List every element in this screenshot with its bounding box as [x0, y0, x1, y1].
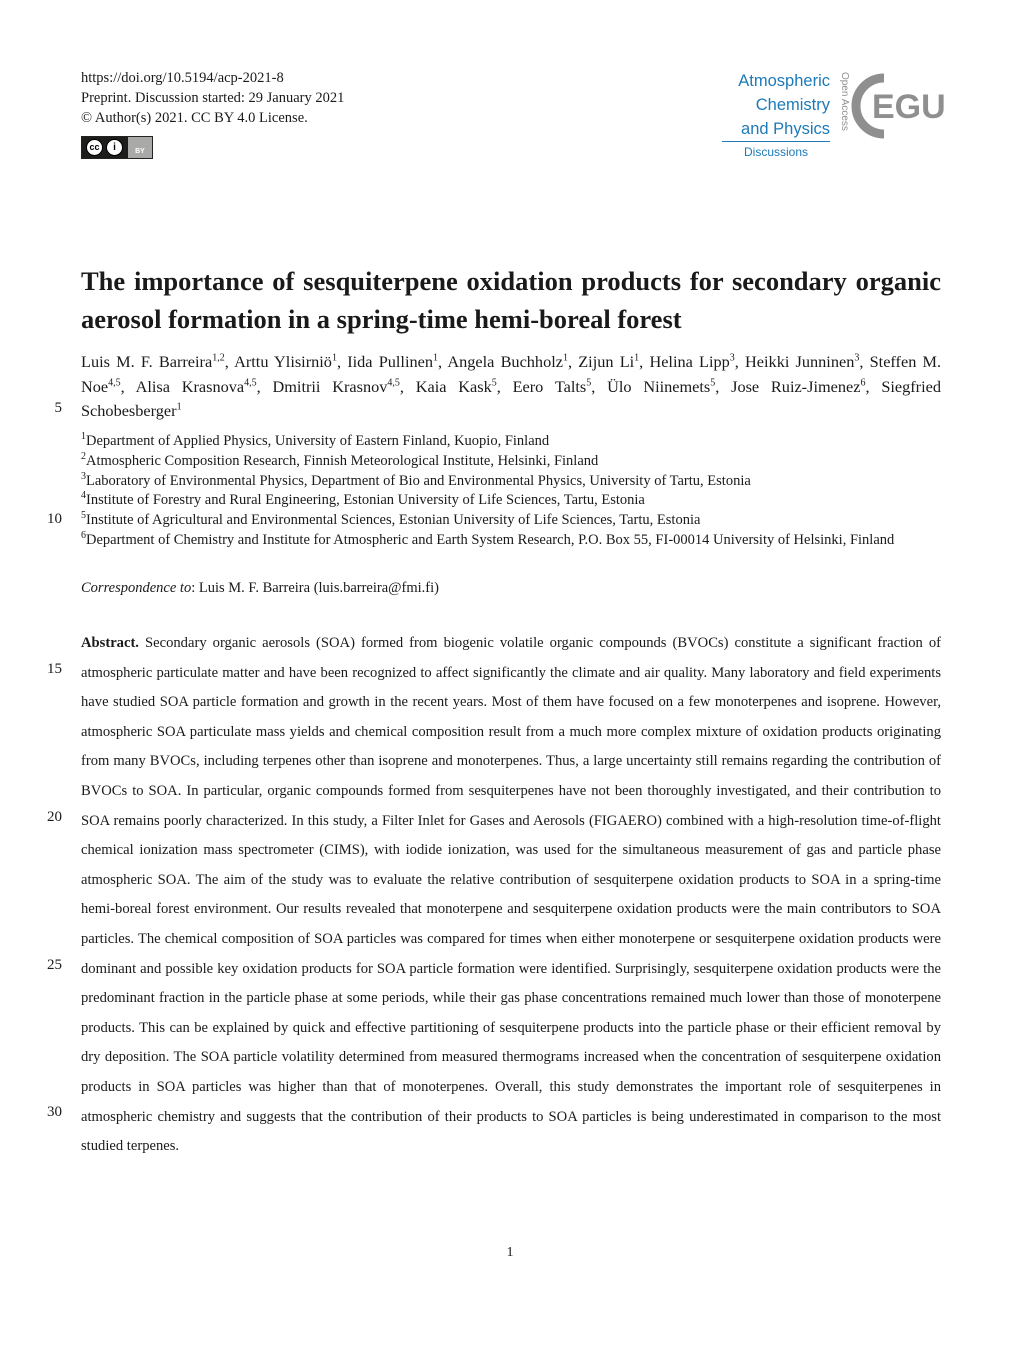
- author-name: Steffen M. Noe: [81, 352, 942, 396]
- abstract: [81, 629, 941, 1162]
- author-name: Heikki Junninen: [745, 352, 855, 371]
- line-number: 25: [47, 957, 62, 973]
- author-affiliation-marker: 5: [710, 377, 716, 389]
- affiliation-text: Department of Chemistry and Institute for Atmospheric and Earth System Research, P.O. Box 55, FI-00014 University of Helsinki, Finland: [86, 531, 895, 548]
- affiliation-text: Department of Applied Physics, University of Eastern Finland, Kuopio, Finland: [86, 433, 550, 449]
- author-name: Iida Pullinen: [347, 352, 433, 371]
- affiliation-item: [81, 452, 941, 472]
- author-affiliation-marker: 3: [729, 352, 735, 364]
- affiliation-item: [81, 472, 941, 492]
- correspondence: [81, 580, 941, 597]
- affiliation-number: 4: [81, 490, 86, 502]
- line-number: 20: [47, 809, 62, 825]
- author-name: Siegfried Schobesberger: [81, 376, 941, 420]
- affiliation-number: 3: [81, 470, 86, 482]
- affiliation-text: Institute of Forestry and Rural Engineering, Estonian University of Life Sciences, Tartu, Estonia: [86, 492, 645, 509]
- author-affiliation-marker: 4,5: [387, 377, 400, 389]
- affiliation-number: 5: [81, 510, 86, 522]
- author-name: Alisa Krasnova: [135, 376, 245, 396]
- affiliation-item: [81, 491, 941, 511]
- author-affiliation-marker: 1: [634, 352, 640, 364]
- author-name: Eero Talts: [512, 376, 587, 396]
- journal-name-line2: Chemistry: [755, 96, 830, 114]
- preprint-date: Preprint. Discussion started: 29 January 2021: [81, 90, 345, 106]
- author-name: Luis M. F. Barreira: [81, 352, 213, 371]
- cc-by-badge[interactable]: [81, 136, 153, 159]
- cc-icon: cc: [86, 139, 103, 156]
- correspondence-email[interactable]: : Luis M. F. Barreira (luis.barreira@fmi.fi): [191, 580, 439, 596]
- author-affiliation-marker: 5: [586, 377, 592, 389]
- affiliation-number: 2: [81, 450, 86, 462]
- author-name: Helina Lipp: [649, 352, 730, 371]
- author-name: Jose Ruiz-Jimenez: [731, 376, 861, 396]
- journal-name-line1: Atmospheric: [738, 72, 830, 90]
- journal-logo: [722, 69, 830, 159]
- open-access-label: [832, 72, 850, 142]
- author-name: Arttu Ylisirniö: [234, 352, 332, 371]
- author-affiliation-marker: 4,5: [108, 377, 121, 389]
- header-info: [81, 68, 344, 128]
- author-name: Ülo Niinemets: [607, 376, 711, 396]
- journal-discussions: Discussions: [722, 141, 830, 159]
- author-name: Kaia Kask: [415, 376, 492, 396]
- correspondence-label: Correspondence to: [81, 580, 192, 596]
- affiliation-number: 1: [81, 431, 86, 443]
- paper-title: The importance of sesquiterpene oxidation products for secondary organic aerosol formation in a spring-time hemi-boreal forest: [81, 266, 941, 334]
- affiliation-list: [81, 432, 941, 551]
- journal-name-line3: and Physics: [741, 120, 830, 138]
- line-number: 10: [47, 511, 62, 527]
- affiliation-text: Institute of Agricultural and Environmental Sciences, Estonian University of Life Sciences, Tartu, Estonia: [86, 512, 701, 529]
- author-affiliation-marker: 1: [562, 352, 568, 364]
- line-number: 5: [54, 400, 62, 416]
- author-list: Luis M. F. Barreira$^{1,2}$, Arttu Ylisirniö$^1$, Iida Pullinen$^1$, Angela Buchholz$^1$, Zijun Li$^1$, Helina Lipp$^3$, Heikki Junninen$^3$, Steffen M. Noe$^{4,5}$, Alisa Krasnova$^{4,5}$, Dmitrii Krasnov$^{4,5}$, Kaia Kask$^5$, Eero Talts$^5$, Ülo Niinemets$^5$, Jose Ruiz-Jimenez$^6$, Siegfried Schobesberger$^1$: [81, 352, 942, 420]
- author-name: Zijun Li: [578, 352, 635, 371]
- page-number: 1: [506, 1245, 514, 1260]
- person-icon: i: [106, 139, 123, 156]
- author-affiliation-marker: 3: [854, 352, 860, 364]
- line-number: 15: [47, 661, 62, 677]
- affiliation-text: Laboratory of Environmental Physics, Department of Bio and Environmental Physics, University of Tartu, Estonia: [86, 472, 751, 489]
- affiliation-text: Atmospheric Composition Research, Finnish Meteorological Institute, Helsinki, Finland: [86, 452, 599, 469]
- open-access-text: Open Access: [839, 72, 850, 131]
- author-affiliation-marker: 1,2: [212, 352, 225, 364]
- author-affiliation-marker: 5: [491, 377, 497, 389]
- author-affiliation-marker: 6: [860, 377, 866, 389]
- author-affiliation-marker: 1: [331, 352, 337, 364]
- author-affiliation-marker: 4,5: [244, 377, 257, 389]
- affiliation-number: 6: [81, 530, 86, 542]
- egu-text: EGU: [872, 88, 946, 126]
- affiliation-item: [81, 531, 941, 551]
- author-affiliation-marker: 1: [432, 352, 438, 364]
- abstract-text: Secondary organic aerosols (SOA) formed from biogenic volatile organic compounds (BVOCs) constitute a significant fraction of atmospheric particulate matter and have been recognized to affect significantly the climate and air quality. Many laboratory and field experiments have studied SOA particle formation and growth in the recent years. Most of them have focused on a few monoterpenes and isoprene. However, atmospheric SOA particulate mass yields and chemical composition result from a much more complex mixture of oxidation products originating from many BVOCs, including terpenes other than isoprene and monoterpenes. Thus, a large uncertainty still remains regarding the contribution of BVOCs to SOA. In particular, organic compounds formed from sesquiterpenes have not been thoroughly investigated, and their contribution to SOA remains poorly characterized. In this study, a Filter Inlet for Gases and Aerosols (FIGAERO) combined with a high-resolution time-of-flight chemical ionization mass spectrometer (CIMS), with iodide ionization, was used for the simultaneous measurement of gas and particle phase atmospheric SOA. The aim of the study was to evaluate the relative contribution of sesquiterpene oxidation products to SOA in a spring-time hemi-boreal forest environment. Our results revealed that monoterpene and sesquiterpene oxidation products were the main contributors to SOA particles. The chemical composition of SOA particles was compared for times when either monoterpene or sesquiterpene oxidation products were dominant and possible key oxidation products for SOA particle formation were identified. Surprisingly, sesquiterpene oxidation products were the predominant fraction in the particle phase at some periods, while their gas phase concentrations remained much lower than those of monoterpene products. This can be explained by quick and effective partitioning of sesquiterpene products into the particle phase or their efficient removal by dry deposition. The SOA particle volatility determined from measured thermograms increased when the concentration of sesquiterpene oxidation products in SOA particles was higher than that of monoterpenes. Overall, this study demonstrates the important role of sesquiterpenes in atmospheric chemistry and suggests that the contribution of their products to SOA particles is being underestimated in comparison to the most studied terpenes.: [81, 635, 942, 1155]
- egu-logo-icon: [850, 70, 946, 142]
- cc-by-label: BY: [135, 148, 145, 155]
- author-name: Dmitrii Krasnov: [272, 376, 388, 396]
- abstract-label: Abstract.: [81, 635, 139, 651]
- line-number: 30: [47, 1104, 62, 1120]
- doi-link[interactable]: https://doi.org/10.5194/acp-2021-8: [81, 70, 284, 86]
- affiliation-item: [81, 511, 941, 531]
- affiliation-item: [81, 432, 941, 452]
- license-text: © Author(s) 2021. CC BY 4.0 License.: [81, 110, 308, 126]
- author-name: Angela Buchholz: [447, 352, 563, 371]
- author-affiliation-marker: 1: [176, 401, 182, 413]
